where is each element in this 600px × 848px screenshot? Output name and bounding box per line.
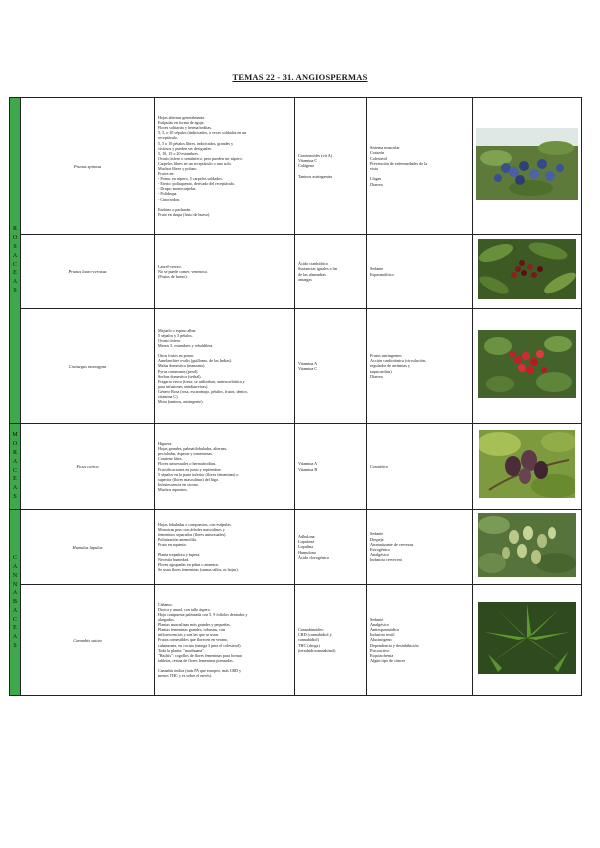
- text-line: Sedante: [370, 531, 384, 537]
- text-line: CBD (cannabidiol y: [298, 632, 332, 638]
- text-line: Diarrea: [370, 181, 383, 187]
- text-line: Toda la planta: "marihuana".: [158, 647, 205, 653]
- uses-cell: [367, 309, 473, 424]
- text-line: Vitamina A: [298, 461, 318, 467]
- text-line: - Eterio: poliaquenio, derivado del receptáculo.: [158, 181, 236, 187]
- text-line: Humulona: [298, 549, 316, 555]
- text-line: vista: [370, 166, 378, 171]
- family-letter: M: [12, 432, 18, 439]
- uses-cell: [367, 235, 473, 309]
- family-label: [10, 225, 20, 295]
- text-line: Plantas masculinas más grandes y pequeñas.: [158, 622, 231, 628]
- family-letter: O: [12, 235, 18, 242]
- family-letter: A: [12, 279, 18, 286]
- table-row: [10, 98, 582, 235]
- text-line: Sustancias iguales a las: [298, 266, 338, 272]
- family-letter: A: [12, 607, 18, 614]
- text-line: Sedante: [370, 266, 384, 272]
- text-line: Hojas grandes, palmatilobuladas, alternas,: [158, 446, 228, 452]
- species-name: Crataegus monogyna: [21, 309, 155, 424]
- photo-cell: [473, 510, 582, 585]
- text-line: Colágeno: [298, 163, 315, 169]
- text-line: Llagas: [370, 176, 382, 182]
- text-line: Cáñamo.: [158, 601, 173, 607]
- text-line: Estrogénico: [370, 547, 391, 552]
- text-line: Flores agrupadas en piñas o amentos.: [158, 562, 220, 568]
- text-line: Estípulas en forma de aguja.: [158, 120, 205, 126]
- family-cell-rosaceas: [10, 98, 21, 424]
- text-line: tabletas, resina de flores femeninas prensadas.: [158, 657, 234, 663]
- page-title: TEMAS 22 - 31. ANGIOSPERMAS: [232, 72, 368, 82]
- text-line: Cannabis índica (más PA que europeo, más CBD y: [158, 668, 242, 674]
- text-line: vistosos y pueden ser desiguales.: [158, 145, 213, 151]
- text-line: Se usan flores femeninas (sumas tallos, ni hojas).: [158, 567, 239, 573]
- uses-cell: [367, 510, 473, 585]
- text-line: Muchos libres y poluso.: [158, 166, 198, 171]
- components-cell: [295, 424, 367, 510]
- text-line: Lupulona: [298, 539, 315, 545]
- text-line: cañamones, en cocina (omega 3 para el colesterol).: [158, 642, 242, 648]
- text-line: Psicoactivo: [370, 647, 390, 653]
- text-line: - Poma: en súpero, 5 carpelos soldados.: [158, 176, 223, 182]
- text-line: amargas: [298, 276, 312, 282]
- text-line: (tetrahidrocannabinol): [298, 647, 336, 653]
- uses-cell: [367, 424, 473, 510]
- text-line: (Frutos de hueso).: [158, 274, 188, 280]
- text-line: Amelanchier ovalis (guillomo, de las Indias).: [158, 358, 233, 364]
- text-line: Industria textil: [370, 632, 395, 638]
- species-table: [9, 97, 582, 696]
- family-label: [10, 554, 20, 651]
- text-line: No se puede comer, venenoso.: [158, 268, 208, 274]
- family-letter: A: [12, 634, 18, 641]
- text-line: 5, 5, o 10 sépalos (imbricados, a veces soldados en un: [158, 130, 247, 136]
- family-letter: A: [12, 590, 18, 597]
- text-line: pecioladas, ásperas y tomentosas.: [158, 451, 213, 457]
- text-line: Género Rosa (rosa, escaramujo, pétalos, frutos, dentro,: [158, 388, 248, 394]
- text-line: alargados.: [158, 617, 175, 623]
- text-line: Dioica y anual, con tallo áspero.: [158, 606, 211, 612]
- hops-photo: [478, 513, 576, 577]
- text-line: inflorescencias y son las que se usan.: [158, 632, 219, 638]
- family-letter: B: [12, 599, 17, 606]
- text-line: Fruto en drupa (fruto de hueso).: [158, 211, 211, 217]
- text-line: Majuelo o espino albar.: [158, 327, 197, 333]
- text-line: Otros frutos en poma:: [158, 353, 194, 359]
- text-line: Prevención de enfermedades de la: [370, 160, 428, 166]
- family-cell-cannabaceas: [10, 510, 21, 696]
- text-line: Vitamina C: [298, 366, 318, 371]
- text-line: Hoja compuesta palmeada con 5, 9 folíolos dentados y: [158, 611, 248, 617]
- cannabis-photo: [478, 602, 576, 674]
- text-line: Ácido cianhídrico: [298, 261, 329, 267]
- components-cell: [295, 309, 367, 424]
- description-cell: [155, 510, 295, 585]
- text-line: Taninos astringentes: [298, 173, 333, 179]
- text-line: 5, 10, 15 o 20 estambres.: [158, 150, 199, 156]
- photo-cell: [473, 424, 582, 510]
- text-line: Espasmolítico: [370, 271, 394, 277]
- family-letter: E: [13, 476, 17, 483]
- blue-berries-photo: [476, 128, 578, 200]
- text-line: Algún tipo de cáncer: [370, 658, 405, 664]
- family-letter: A: [12, 458, 18, 465]
- text-line: Fructificaciones en junio y septiembre.: [158, 466, 222, 472]
- text-line: Fruto en aquenio.: [158, 541, 187, 547]
- family-letter: R: [12, 449, 17, 456]
- family-letter: S: [13, 287, 17, 294]
- text-line: 5 sépalos y 5 pétalos.: [158, 332, 193, 338]
- description-cell: [155, 585, 295, 696]
- text-line: femeninos separados (flores unisexuales).: [158, 531, 227, 537]
- text-line: Lupulina: [298, 544, 314, 550]
- photo-cell: [473, 98, 582, 235]
- description-cell: [155, 424, 295, 510]
- description-cell: [155, 235, 295, 309]
- fig-photo: [479, 430, 575, 498]
- uses-cell: [367, 98, 473, 235]
- text-line: Industria cervecera: [370, 557, 402, 563]
- text-line: Pyrus communis (peral).: [158, 368, 199, 374]
- text-line: Mora (taninos, astringente).: [158, 399, 204, 405]
- text-line: - Drupa: monocarpelar.: [158, 186, 197, 192]
- text-line: Analgésico: [370, 552, 389, 558]
- text-line: - Polidrupa.: [158, 191, 178, 197]
- family-letter: N: [12, 581, 18, 588]
- table-row: [10, 424, 582, 510]
- text-line: THC (droga): [298, 642, 320, 648]
- text-line: Acción cardiotónica (circulación,: [370, 358, 426, 364]
- cherry-laurel-photo: [478, 239, 576, 299]
- text-line: Carpelos libres en un receptáculo o uno solo.: [158, 160, 232, 166]
- text-line: Sorbus domestica (serbal).: [158, 373, 202, 379]
- family-letter: A: [12, 252, 18, 259]
- text-line: Laurel-cerezo.: [158, 263, 182, 269]
- text-line: Vitamina A: [298, 360, 318, 366]
- text-line: Planta trepadora y áspera.: [158, 552, 201, 558]
- text-line: Malus domestica (manzano).: [158, 363, 206, 369]
- family-letter: A: [12, 485, 18, 492]
- text-line: Polinización anemófila.: [158, 536, 197, 542]
- text-line: de las almendras: [298, 271, 326, 277]
- text-line: Muchos aquenios.: [158, 486, 188, 492]
- table-row: [10, 235, 582, 309]
- text-line: Plantas femeninas grandes, robustas, con: [158, 627, 226, 633]
- family-letter: C: [12, 616, 17, 623]
- text-line: regulador de arritmias y: [370, 363, 411, 369]
- family-cell-moraceas: [10, 424, 21, 510]
- text-line: vitamina C).: [158, 394, 179, 400]
- text-line: Antiespasmódico: [370, 626, 400, 632]
- components-cell: [295, 98, 367, 235]
- text-line: Menos 5, estambres y rebaldilera.: [158, 343, 214, 349]
- photo-cell: [473, 585, 582, 696]
- text-line: Frutos en:: [158, 171, 175, 177]
- text-line: Hojas lobuladas o compuestas, con estípulas.: [158, 521, 232, 527]
- text-line: Cannabinoides:: [298, 626, 325, 632]
- family-label: [10, 431, 20, 501]
- text-line: Frutos astringentes: [370, 352, 402, 358]
- text-line: Contiene látex.: [158, 456, 183, 462]
- text-line: Diarrea: [370, 373, 383, 379]
- species-name: Prunus spinosa: [21, 98, 155, 235]
- family-letter: A: [12, 563, 18, 570]
- text-line: - Cinorrodon.: [158, 196, 181, 202]
- text-line: superior (flores masculinas) del higo.: [158, 476, 220, 482]
- text-line: Sistema muscular: [370, 145, 400, 151]
- family-letter: N: [12, 572, 18, 579]
- family-letter: E: [13, 270, 17, 277]
- photo-cell: [473, 309, 582, 424]
- text-line: Colesterol: [370, 155, 388, 161]
- description-cell: [155, 309, 295, 424]
- text-line: 5 sépalos en la parte inferior (flores femeninas) o: [158, 471, 239, 477]
- text-line: Analgésico: [370, 621, 389, 627]
- text-line: Cosmética: [370, 463, 388, 469]
- species-name: Prunus lauro-cerasus: [21, 235, 155, 309]
- hawthorn-photo: [478, 330, 576, 398]
- text-line: Ovario ínfero.: [158, 337, 182, 343]
- text-line: para infusiones antidiarreicas).: [158, 383, 209, 389]
- text-line: Aromatizante de cervezas: [370, 541, 414, 547]
- components-cell: [295, 510, 367, 585]
- text-line: Frutos comestibles que florecen en verano,: [158, 637, 229, 643]
- description-cell: [155, 98, 295, 235]
- text-line: Sedante: [370, 616, 384, 622]
- table-row: [10, 309, 582, 424]
- components-cell: [295, 585, 367, 696]
- text-line: Despeja: [370, 536, 384, 542]
- species-name: Humulus lupulus: [21, 510, 155, 585]
- components-cell: [295, 235, 367, 309]
- family-letter: R: [12, 226, 17, 233]
- text-line: Carotenoides (vit A): [298, 152, 333, 158]
- text-line: Adhulona: [298, 533, 315, 539]
- photo-cell: [473, 235, 582, 309]
- text-line: Infrutescencia en sicono.: [158, 481, 199, 487]
- text-line: Flores unisexuales o hermafroditas.: [158, 461, 217, 467]
- text-line: menos THC y es sobre el envés).: [158, 673, 212, 679]
- family-letter: S: [13, 243, 17, 250]
- text-line: Higuera.: [158, 441, 173, 447]
- text-line: Fragaria vesca (fresa: se utilizaban, antiescorbútica y: [158, 378, 245, 384]
- text-line: Ácido clorogénico: [298, 554, 330, 560]
- text-line: Dependencia y desinhibición: [370, 642, 419, 648]
- family-letter: C: [12, 467, 17, 474]
- table-row: [10, 585, 582, 696]
- text-line: receptáculo.: [158, 135, 178, 141]
- text-line: Endrino o pacharán.: [158, 206, 192, 212]
- family-letter: C: [12, 555, 17, 562]
- text-line: "Hachís": cogollos de flores femeninas para formar: [158, 652, 243, 658]
- text-line: Ovario ínfero o semiínfero, pero pueden ser súpero.: [158, 155, 243, 161]
- text-line: Monoicas pero con árboles masculinos y: [158, 526, 225, 532]
- text-line: Hojas alternas generalmente.: [158, 115, 206, 121]
- species-name: Ficus carica: [21, 424, 155, 510]
- text-line: 5, 5 o 10 pétalos libres, imbricados, grandes y: [158, 140, 234, 146]
- text-line: Flores solitarias y hermafroditas.: [158, 125, 212, 131]
- family-letter: O: [12, 441, 18, 448]
- text-line: Vitamina B: [298, 466, 318, 472]
- text-line: cannabidiol): [298, 637, 319, 643]
- family-letter: S: [13, 643, 17, 650]
- family-letter: E: [13, 625, 17, 632]
- text-line: Corazón: [370, 150, 385, 156]
- text-line: Alucinógeno: [370, 637, 392, 643]
- text-line: Vitamina C: [298, 158, 318, 164]
- text-line: Necesita humedad.: [158, 557, 190, 563]
- text-line: taquicardias): [370, 368, 392, 374]
- family-letter: C: [12, 261, 17, 268]
- uses-cell: [367, 585, 473, 696]
- species-name: Cannabis sativa: [21, 585, 155, 696]
- text-line: Esquizofrenia: [370, 653, 394, 658]
- table-row: [10, 510, 582, 585]
- family-letter: S: [13, 493, 17, 500]
